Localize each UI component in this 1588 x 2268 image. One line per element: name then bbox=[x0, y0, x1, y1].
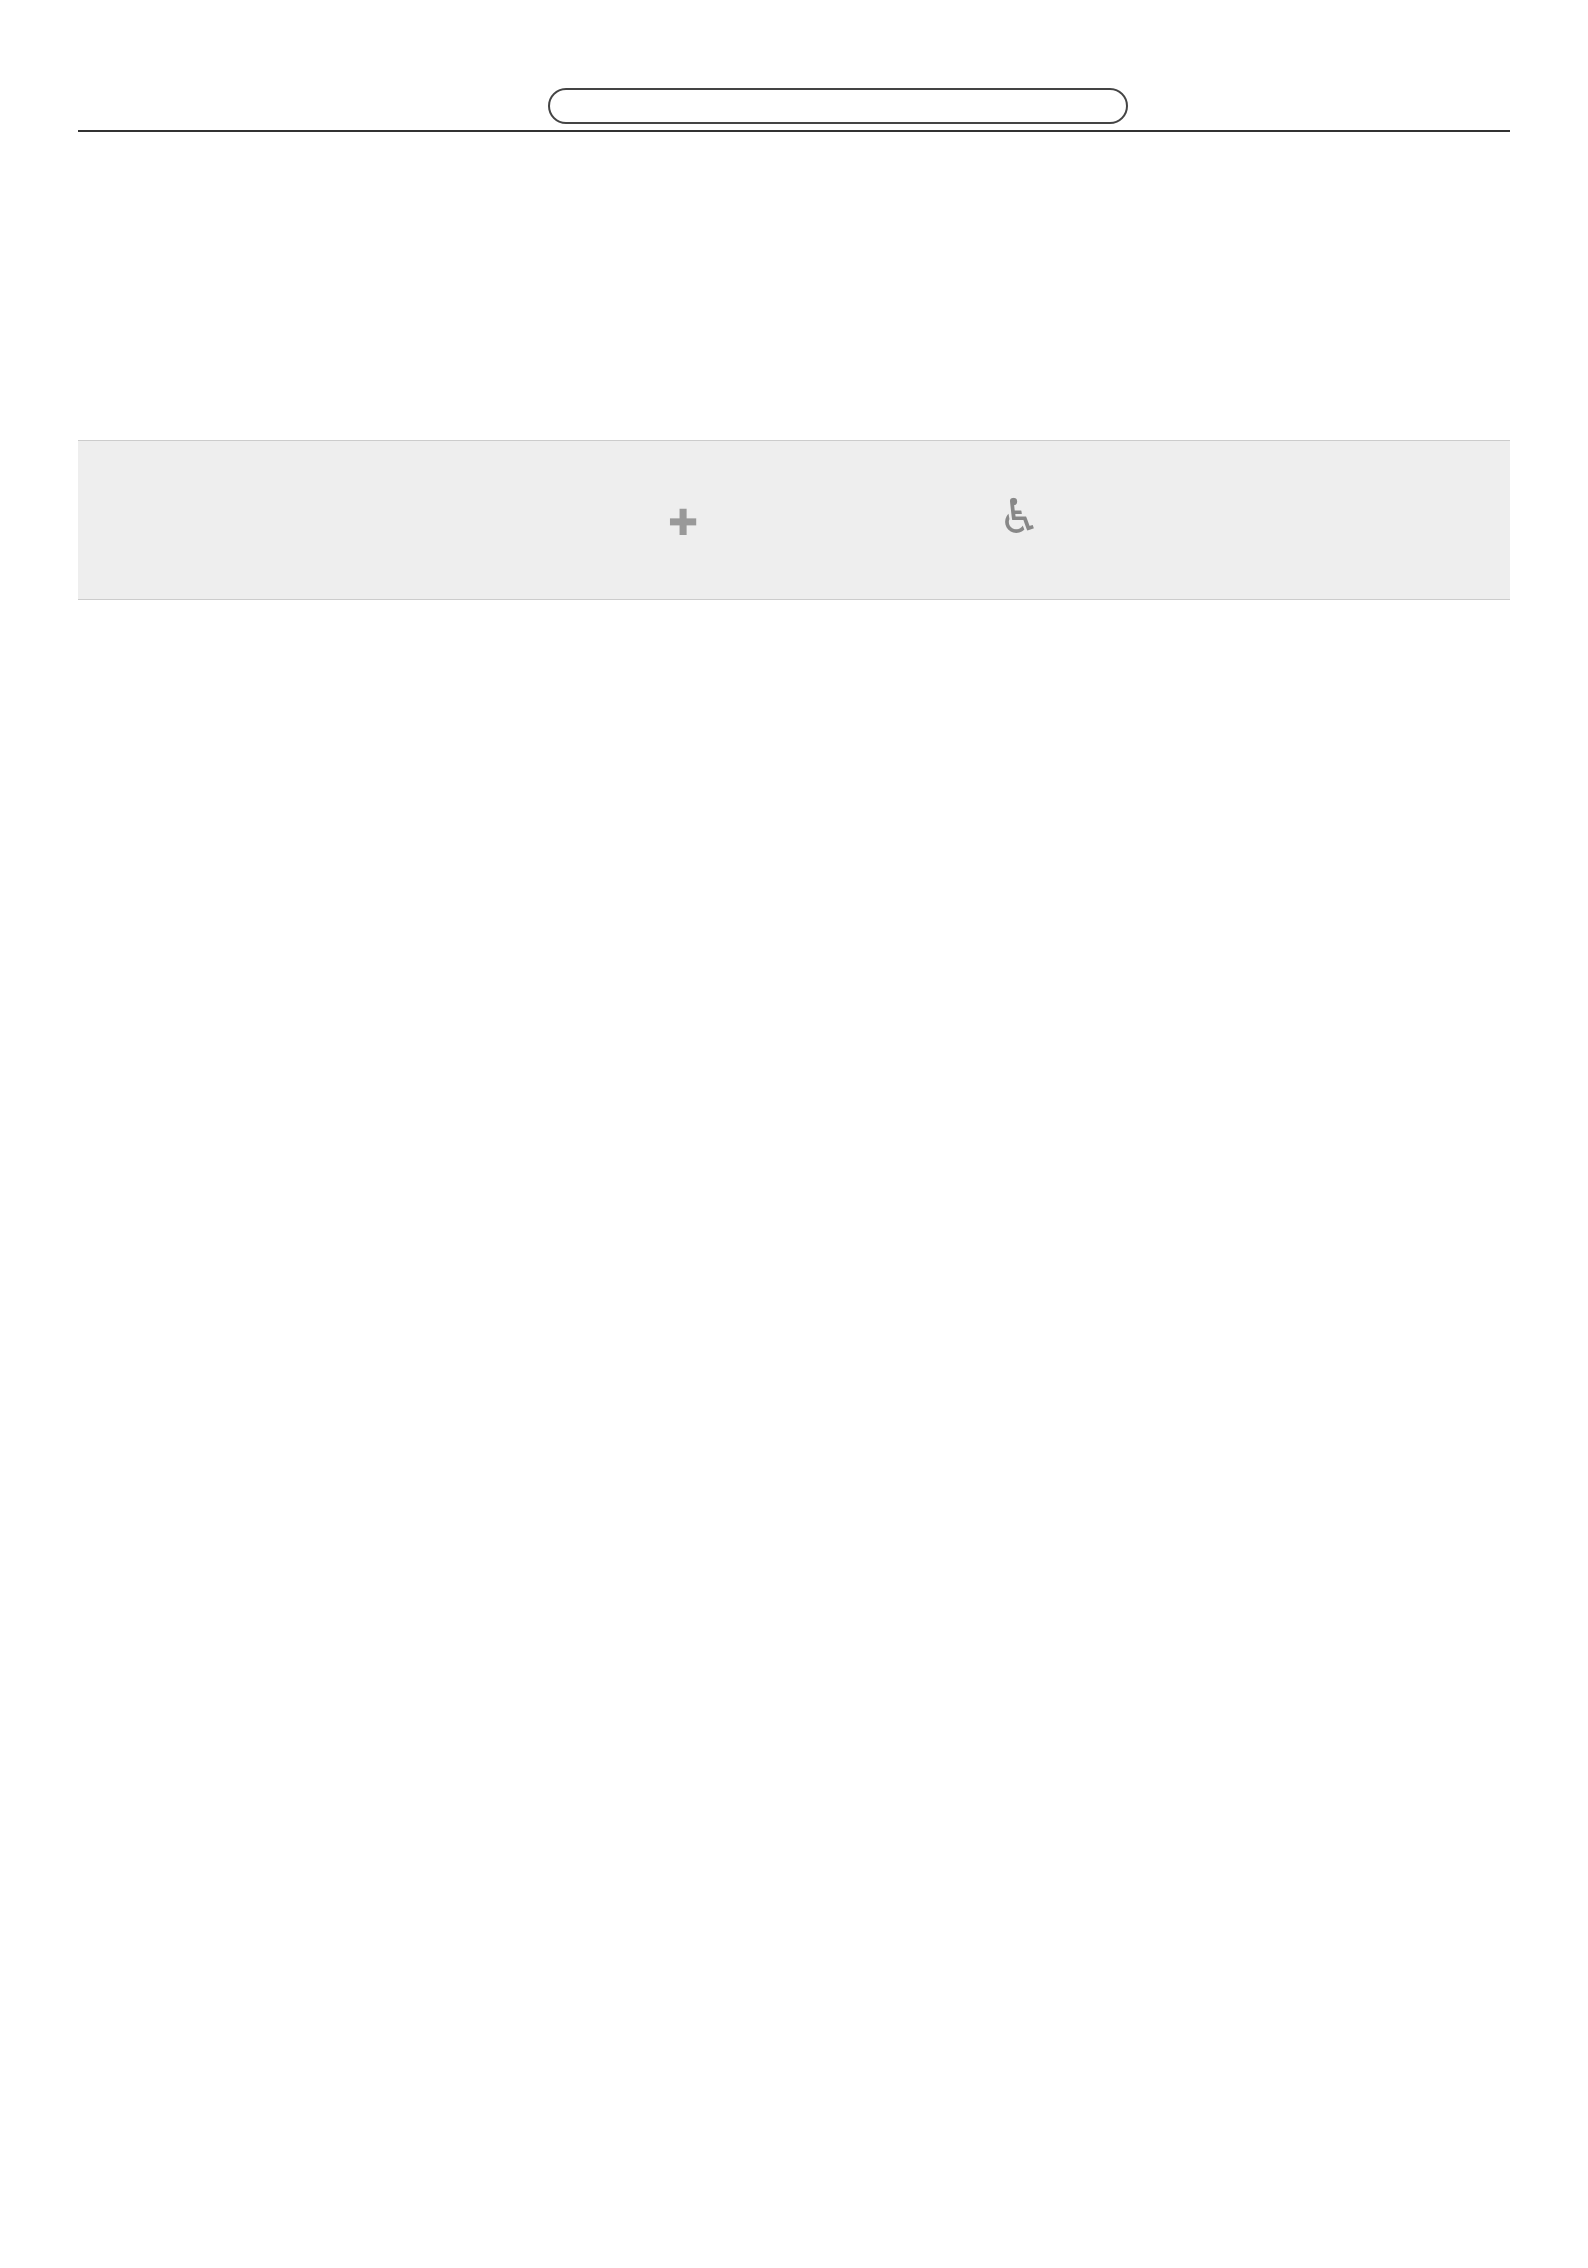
section-pill bbox=[548, 88, 1128, 124]
cross-icon: ✚ bbox=[668, 503, 699, 544]
section-banner bbox=[78, 440, 1510, 600]
main-ads-section bbox=[78, 630, 1510, 2250]
wheelchair-icon: ♿ bbox=[998, 489, 1042, 545]
top-ads-section bbox=[78, 150, 1510, 430]
page-header bbox=[78, 82, 1510, 132]
